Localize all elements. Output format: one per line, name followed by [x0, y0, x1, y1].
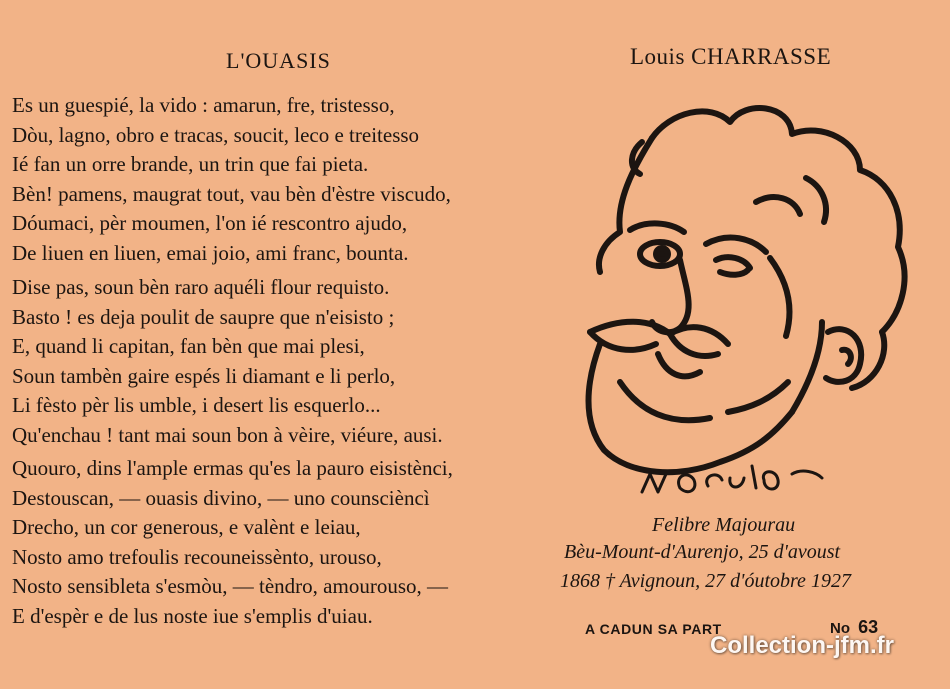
stanza-1: [12, 91, 567, 268]
poem-line: Es un guespié, la vido : amarun, fre, tristesso,: [12, 93, 395, 117]
poem-line: Destouscan, — ouasis divino, — uno counscièncì: [12, 485, 430, 510]
series-label: A CADUN SA PART: [585, 621, 722, 637]
caption-title: Felibre Majourau: [652, 514, 796, 536]
poem-title: L'OUASIS: [226, 48, 331, 73]
stanza-3: [12, 454, 567, 631]
poem-line: Qu'enchau ! tant mai soun bon à vèire, viéure, ausi.: [12, 422, 443, 447]
poem-line: Dóumaci, pèr moumen, l'on ié rescontro ajudo,: [12, 211, 408, 235]
number-label: No: [830, 620, 850, 637]
caption-death: 1868 † Avignoun, 27 d'óutobre 1927: [560, 570, 851, 592]
poem-line: Nosto sensibleta s'esmòu, — tèndro, amourouso, —: [12, 574, 448, 598]
poem-line: Ié fan un orre brande, un trin que fai pieta.: [12, 152, 369, 176]
number-value: 63: [858, 617, 879, 637]
poem-line: Drecho, un cor generous, e valènt e leiau,: [12, 515, 361, 539]
watermark: Collection-jfm.fr: [710, 632, 894, 659]
poem-line: Quouro, dins l'ample ermas qu'es la pauro eisistènci,: [12, 456, 453, 480]
poem-line: Soun tambèn gaire espés li diamant e li perlo,: [12, 363, 396, 388]
poem-line: Nosto amo trefoulis recouneissènto, urouso,: [12, 544, 382, 569]
stanza-2: [12, 273, 567, 450]
poem-line: Dòu, lagno, obro e tracas, soucit, leco e treitesso: [12, 122, 420, 147]
caption-birth: Bèu-Mount-d'Aurenjo, 25 d'avoust: [564, 541, 841, 563]
poem-line: Bèn! pamens, maugrat tout, vau bèn d'èstre viscudo,: [12, 181, 451, 206]
poem-line: Basto ! es deja poulit de saupre que n'eisisto ;: [12, 304, 395, 329]
poem-line: De liuen en liuen, emai joio, ami franc, bounta.: [12, 240, 409, 265]
portrait-caricature: [560, 82, 930, 512]
poem-line: Dise pas, soun bèn raro aquéli flour requisto.: [12, 275, 390, 299]
poem-line: E d'espèr e de lus noste iue s'emplis d'uiau.: [12, 603, 373, 628]
poem-line: E, quand li capitan, fan bèn que mai plesi,: [12, 334, 365, 358]
poem-line: Li fèsto pèr lis umble, i desert lis esquerlo...: [12, 393, 381, 417]
author-name: Louis CHARRASSE: [630, 44, 832, 69]
